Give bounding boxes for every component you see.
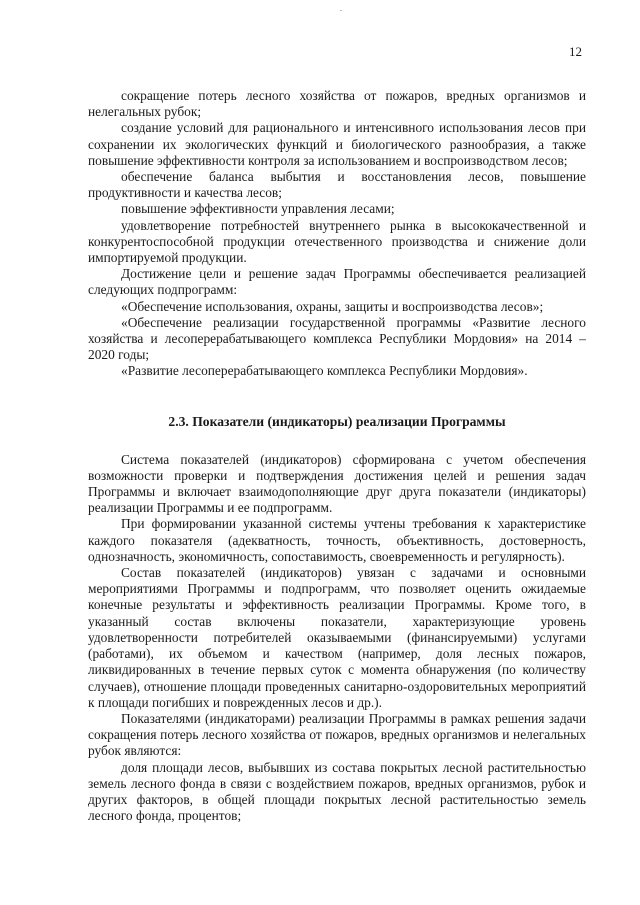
scan-mark <box>340 10 342 11</box>
subprograms-intro: Достижение цели и решение задач Программы обеспечивается реализацией следующих подпрограмм: <box>88 266 586 298</box>
list-item: создание условий для рационального и интенсивного использования лесов при сохранении их экологических функций и биологического разнообразия, а также повышение эффективности контроля за использованием и воспроизводством лесов; <box>88 120 586 168</box>
list-item: повышение эффективности управления лесами; <box>121 201 395 217</box>
page-number: 12 <box>569 44 582 59</box>
subprogram-item: «Развитие лесоперерабатывающего комплекса Республики Мордовия». <box>121 363 528 379</box>
section-heading: 2.3. Показатели (индикаторы) реализации Программы <box>168 413 506 429</box>
section-paragraph: При формировании указанной системы учтены требования к характеристике каждого показателя (адекватность, точность, объективность, достоверность, однозначность, экономичность, сопоставимость, своевременность и регулярность). <box>88 516 586 564</box>
section-paragraph: доля площади лесов, выбывших из состава покрытых лесной растительностью земель лесного фонда в связи с воздействием пожаров, вредных организмов, рубок и других факторов, в общей площади покрытых лесной растительностью земель лесного фонда, процентов; <box>88 759 586 824</box>
subprogram-item: «Обеспечение использования, охраны, защиты и воспроизводства лесов»; <box>121 298 544 314</box>
list-item: сокращение потерь лесного хозяйства от пожаров, вредных организмов и нелегальных рубок; <box>88 88 586 120</box>
section-paragraph: Показателями (индикаторами) реализации Программы в рамках решения задачи сокращения потерь лесного хозяйства от пожаров, вредных организмов и нелегальных рубок являются: <box>88 710 586 759</box>
document-body <box>88 88 586 824</box>
section-paragraph: Система показателей (индикаторов) сформирована с учетом обеспечения возможности проверки и подтверждения достижения целей и решения задач Программы и включает взаимодополняющие друг друга показатели (индикаторы) реализации Программы и ее подпрограмм. <box>88 451 586 516</box>
section-paragraph: Состав показателей (индикаторов) увязан с задачами и основными мероприятиями Программы и подпрограмм, что позволяет оценить ожидаемые конечные результаты и эффективность реализации Программы. Кроме того, в указанный состав включены показатели, характеризующие уровень удовлетворенности потребителей оказываемыми (финансируемыми) услугами (работами), их объемом и качеством (например, доля лесных пожаров, ликвидированных в течение первых суток с момента обнаружения (по количеству случаев), отношение площади проведенных санитарно-оздоровительных мероприятий к площади погибших и поврежденных лесов и др.). <box>88 565 586 710</box>
list-item: обеспечение баланса выбытия и восстановления лесов, повышение продуктивности и качества лесов; <box>88 169 586 201</box>
subprogram-item: «Обеспечение реализации государственной программы «Развитие лесного хозяйства и лесоперерабатывающего комплекса Республики Мордовия» на 2014 – 2020 годы; <box>88 314 586 363</box>
list-item: удовлетворение потребностей внутреннего рынка в высококачественной и конкурентоспособной продукции отечественного производства и снижение доли импортируемой продукции. <box>88 217 586 266</box>
